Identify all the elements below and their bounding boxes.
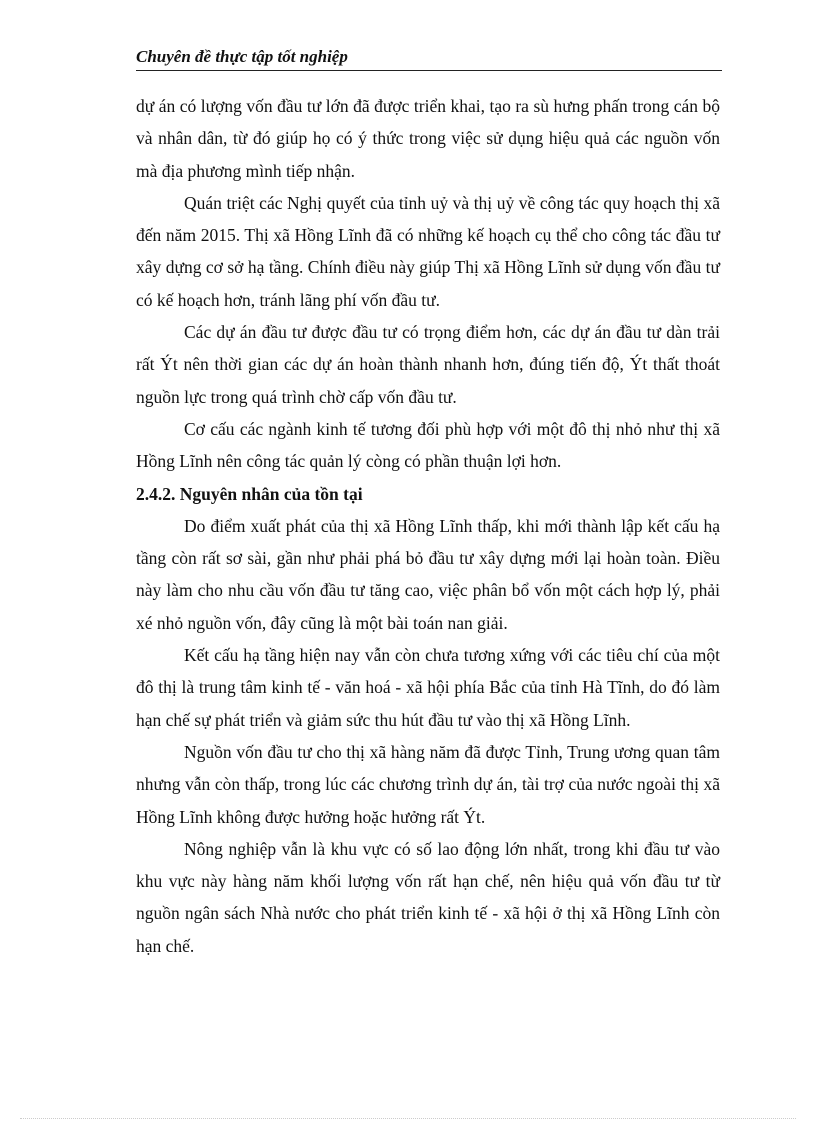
paragraph: Nông nghiệp vẫn là khu vực có số lao động lớn nhất, trong khi đầu tư vào khu vực này hàng năm khối lượng vốn rất hạn chế, nên hiệu quả vốn đầu tư từ nguồn ngân sách Nhà nước cho phát triển kinh tế - xã hội ở thị xã Hồng Lĩnh còn hạn chế. [136,838,720,956]
page-header [136,47,722,71]
paragraph: dự án có lượng vốn đầu tư lớn đã được triển khai, tạo ra sù hưng phấn trong cán bộ và nhân dân, từ đó giúp họ có ý thức trong việc sử dụng hiệu quả các nguồn vốn mà địa phương mình tiếp nhận. [136,96,720,181]
page-bottom-border [20,1118,796,1119]
paragraph: Nguồn vốn đầu tư cho thị xã hàng năm đã được Tỉnh, Trung ương quan tâm nhưng vẫn còn thấp, trong lúc các chương trình dự án, tài trợ của nước ngoài thị xã Hồng Lĩnh không được hưởng hoặc hưởng rất Ýt. [136,741,720,827]
paragraph: Các dự án đầu tư được đầu tư có trọng điểm hơn, các dự án đầu tư dàn trải rất Ýt nên thời gian các dự án hoàn thành nhanh hơn, đúng tiến độ, Ýt thất thoát nguồn lực trong quá trình chờ cấp vốn đầu tư. [136,322,720,407]
header-title: Chuyên đề thực tập tốt nghiệp [136,47,348,66]
paragraph: Do điểm xuất phát của thị xã Hồng Lĩnh thấp, khi mới thành lập kết cấu hạ tầng còn rất sơ sài, gần như phải phá bỏ đầu tư xây dựng mới lại hoàn toàn. Điều này làm cho nhu cầu vốn đầu tư tăng cao, việc phân bổ vốn một cách hợp lý, phải xé nhỏ nguồn vốn, đây cũng là một bài toán nan giải. [136,515,720,633]
paragraph: Kết cấu hạ tầng hiện nay vẫn còn chưa tương xứng với các tiêu chí của một đô thị là trung tâm kinh tế - văn hoá - xã hội phía Bắc của tỉnh Hà Tĩnh, do đó làm hạn chế sự phát triển và giảm sức thu hút đầu tư vào thị xã Hồng Lĩnh. [136,645,720,730]
document-body [136,90,720,962]
paragraph: Quán triệt các Nghị quyết của tỉnh uỷ và thị uỷ về công tác quy hoạch thị xã đến năm 2015. Thị xã Hồng Lĩnh đã có những kế hoạch cụ thể cho công tác đầu tư xây dựng cơ sở hạ tầng. Chính điều này giúp Thị xã Hồng Lĩnh sử dụng vốn đầu tư có kế hoạch hơn, tránh lãng phí vốn đầu tư. [136,192,720,310]
section-heading: 2.4.2. Nguyên nhân của tồn tại [136,483,363,504]
paragraph: Cơ cấu các ngành kinh tế tương đối phù hợp với một đô thị nhỏ như thị xã Hồng Lĩnh nên công tác quản lý còng có phần thuận lợi hơn. [136,418,720,472]
